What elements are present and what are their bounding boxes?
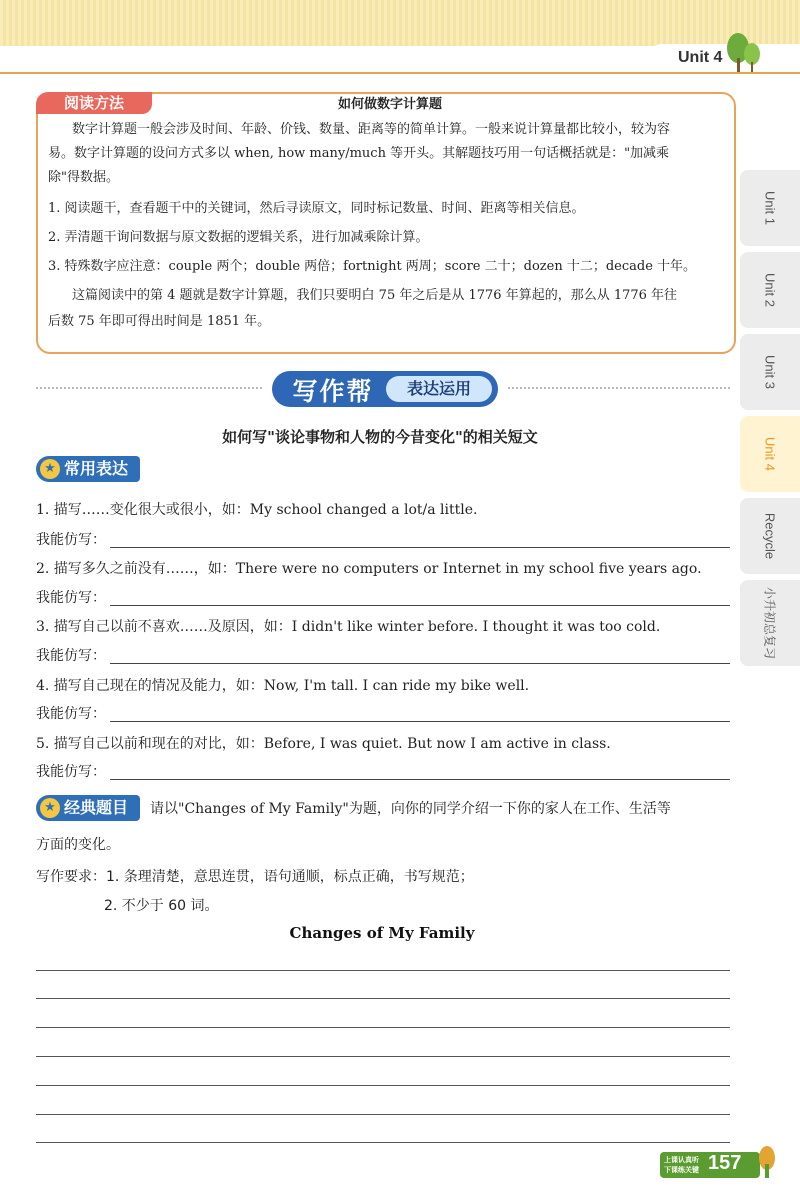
- side-tab-unit-1[interactable]: [740, 170, 800, 246]
- writing-requirement: 2. 不少于 60 词。: [104, 898, 219, 914]
- page-number: 157: [708, 1152, 742, 1174]
- star-icon: ★: [40, 798, 60, 818]
- writing-line[interactable]: [36, 1114, 730, 1115]
- badge-label: 常用表达: [64, 459, 129, 478]
- classic-task-badge: [36, 795, 140, 821]
- answer-line[interactable]: [110, 547, 730, 548]
- side-tab-unit-2[interactable]: [740, 252, 800, 328]
- writing-line[interactable]: [36, 1085, 730, 1086]
- writing-line[interactable]: [36, 1142, 730, 1143]
- section-title: 如何写"谈论事物和人物的今昔变化"的相关短文: [222, 428, 538, 446]
- star-icon: ★: [40, 459, 60, 479]
- side-tab-label: Unit 1: [762, 191, 778, 225]
- dotted-divider-left: [36, 387, 262, 389]
- try-label: 我能仿写：: [36, 764, 106, 780]
- dotted-divider-right: [508, 387, 730, 389]
- reading-method-title: 如何做数字计算题: [337, 97, 442, 112]
- method-line: 3. 特殊数字应注意：couple 两个；double 两倍；fortnight 两周；score 二十；dozen 十二；decade 十年。: [48, 259, 697, 274]
- try-label: 我能仿写：: [36, 532, 106, 548]
- writing-requirement: 写作要求：1. 条理清楚，意思连贯，语句通顺，标点正确，书写规范；: [36, 869, 474, 885]
- writing-line[interactable]: [36, 970, 730, 971]
- expression-item: 5. 描写自己以前和现在的对比，如：Before, I was quiet. But now I am active in class.: [36, 736, 611, 752]
- method-line: 1. 阅读题干，查看题干中的关键词，然后寻读原文，同时标记数量、时间、距离等相关信息。: [48, 201, 585, 216]
- method-line: 易。数字计算题的设问方式多以 when, how many/much 等开头。其解题技巧用一句话概括就是："加减乘: [48, 146, 670, 161]
- answer-line[interactable]: [110, 605, 730, 606]
- try-label: 我能仿写：: [36, 590, 106, 606]
- writing-line[interactable]: [36, 1027, 730, 1028]
- writing-line[interactable]: [36, 1056, 730, 1057]
- side-tab-label: Recycle: [762, 512, 778, 560]
- side-tab-label: Unit 2: [762, 273, 778, 307]
- common-expressions-badge: [36, 456, 140, 482]
- side-tab-label: Unit 3: [762, 355, 778, 389]
- method-line: 2. 弄清题干询问数据与原文数据的逻辑关系，进行加减乘除计算。: [48, 230, 429, 245]
- top-banner: [0, 0, 800, 46]
- badge-label: 经典题目: [64, 798, 129, 817]
- writing-help-title: 写作帮: [292, 377, 374, 406]
- method-line: 后数 75 年即可得出时间是 1851 年。: [48, 314, 271, 329]
- try-label: 我能仿写：: [36, 648, 106, 664]
- answer-line[interactable]: [110, 779, 730, 780]
- task-prompt: 请以"Changes of My Family"为题，向你的同学介绍一下你的家人在工作、生活等: [150, 801, 671, 817]
- writing-line[interactable]: [36, 998, 730, 999]
- method-line: 这篇阅读中的第 4 题就是数字计算题，我们只要明白 75 年之后是从 1776 年算起的，那么从 1776 年往: [72, 288, 678, 303]
- expression-item: 3. 描写自己以前不喜欢……及原因，如：I didn't like winter before. I thought it was too cold.: [36, 619, 661, 635]
- side-tab-review[interactable]: [740, 580, 800, 666]
- unit-label: Unit 4: [678, 49, 723, 66]
- side-tab-label: Unit 4: [762, 437, 778, 471]
- side-tab-recycle[interactable]: [740, 498, 800, 574]
- side-tab-unit-3[interactable]: [740, 334, 800, 410]
- try-label: 我能仿写：: [36, 706, 106, 722]
- expression-item: 2. 描写多久之前没有……，如：There were no computers or Internet in my school five years ago.: [36, 561, 702, 577]
- header-rule: [0, 72, 800, 74]
- side-tab-unit-4[interactable]: [740, 416, 800, 492]
- answer-line[interactable]: [110, 721, 730, 722]
- method-line: 数字计算题一般会涉及时间、年龄、价钱、数量、距离等的简单计算。一般来说计算量都比较小，较为容: [72, 122, 671, 137]
- answer-line[interactable]: [110, 663, 730, 664]
- task-prompt-cont: 方面的变化。: [36, 837, 120, 853]
- reading-method-tag: 阅读方法: [36, 92, 152, 114]
- essay-title: Changes of My Family: [289, 924, 475, 942]
- method-line: 除"得数据。: [48, 170, 119, 185]
- expression-item: 4. 描写自己现在的情况及能力，如：Now, I'm tall. I can ride my bike well.: [36, 678, 530, 694]
- side-tab-label: 小升初总复习: [762, 586, 777, 660]
- expression-item: 1. 描写……变化很大或很小，如：My school changed a lot/a little.: [36, 502, 478, 518]
- tree-icon: [724, 30, 764, 74]
- plant-icon: [752, 1144, 782, 1180]
- footer-slogan: 上课认真听 下课练关键: [664, 1156, 699, 1174]
- writing-help-subtitle: 表达运用: [386, 376, 492, 402]
